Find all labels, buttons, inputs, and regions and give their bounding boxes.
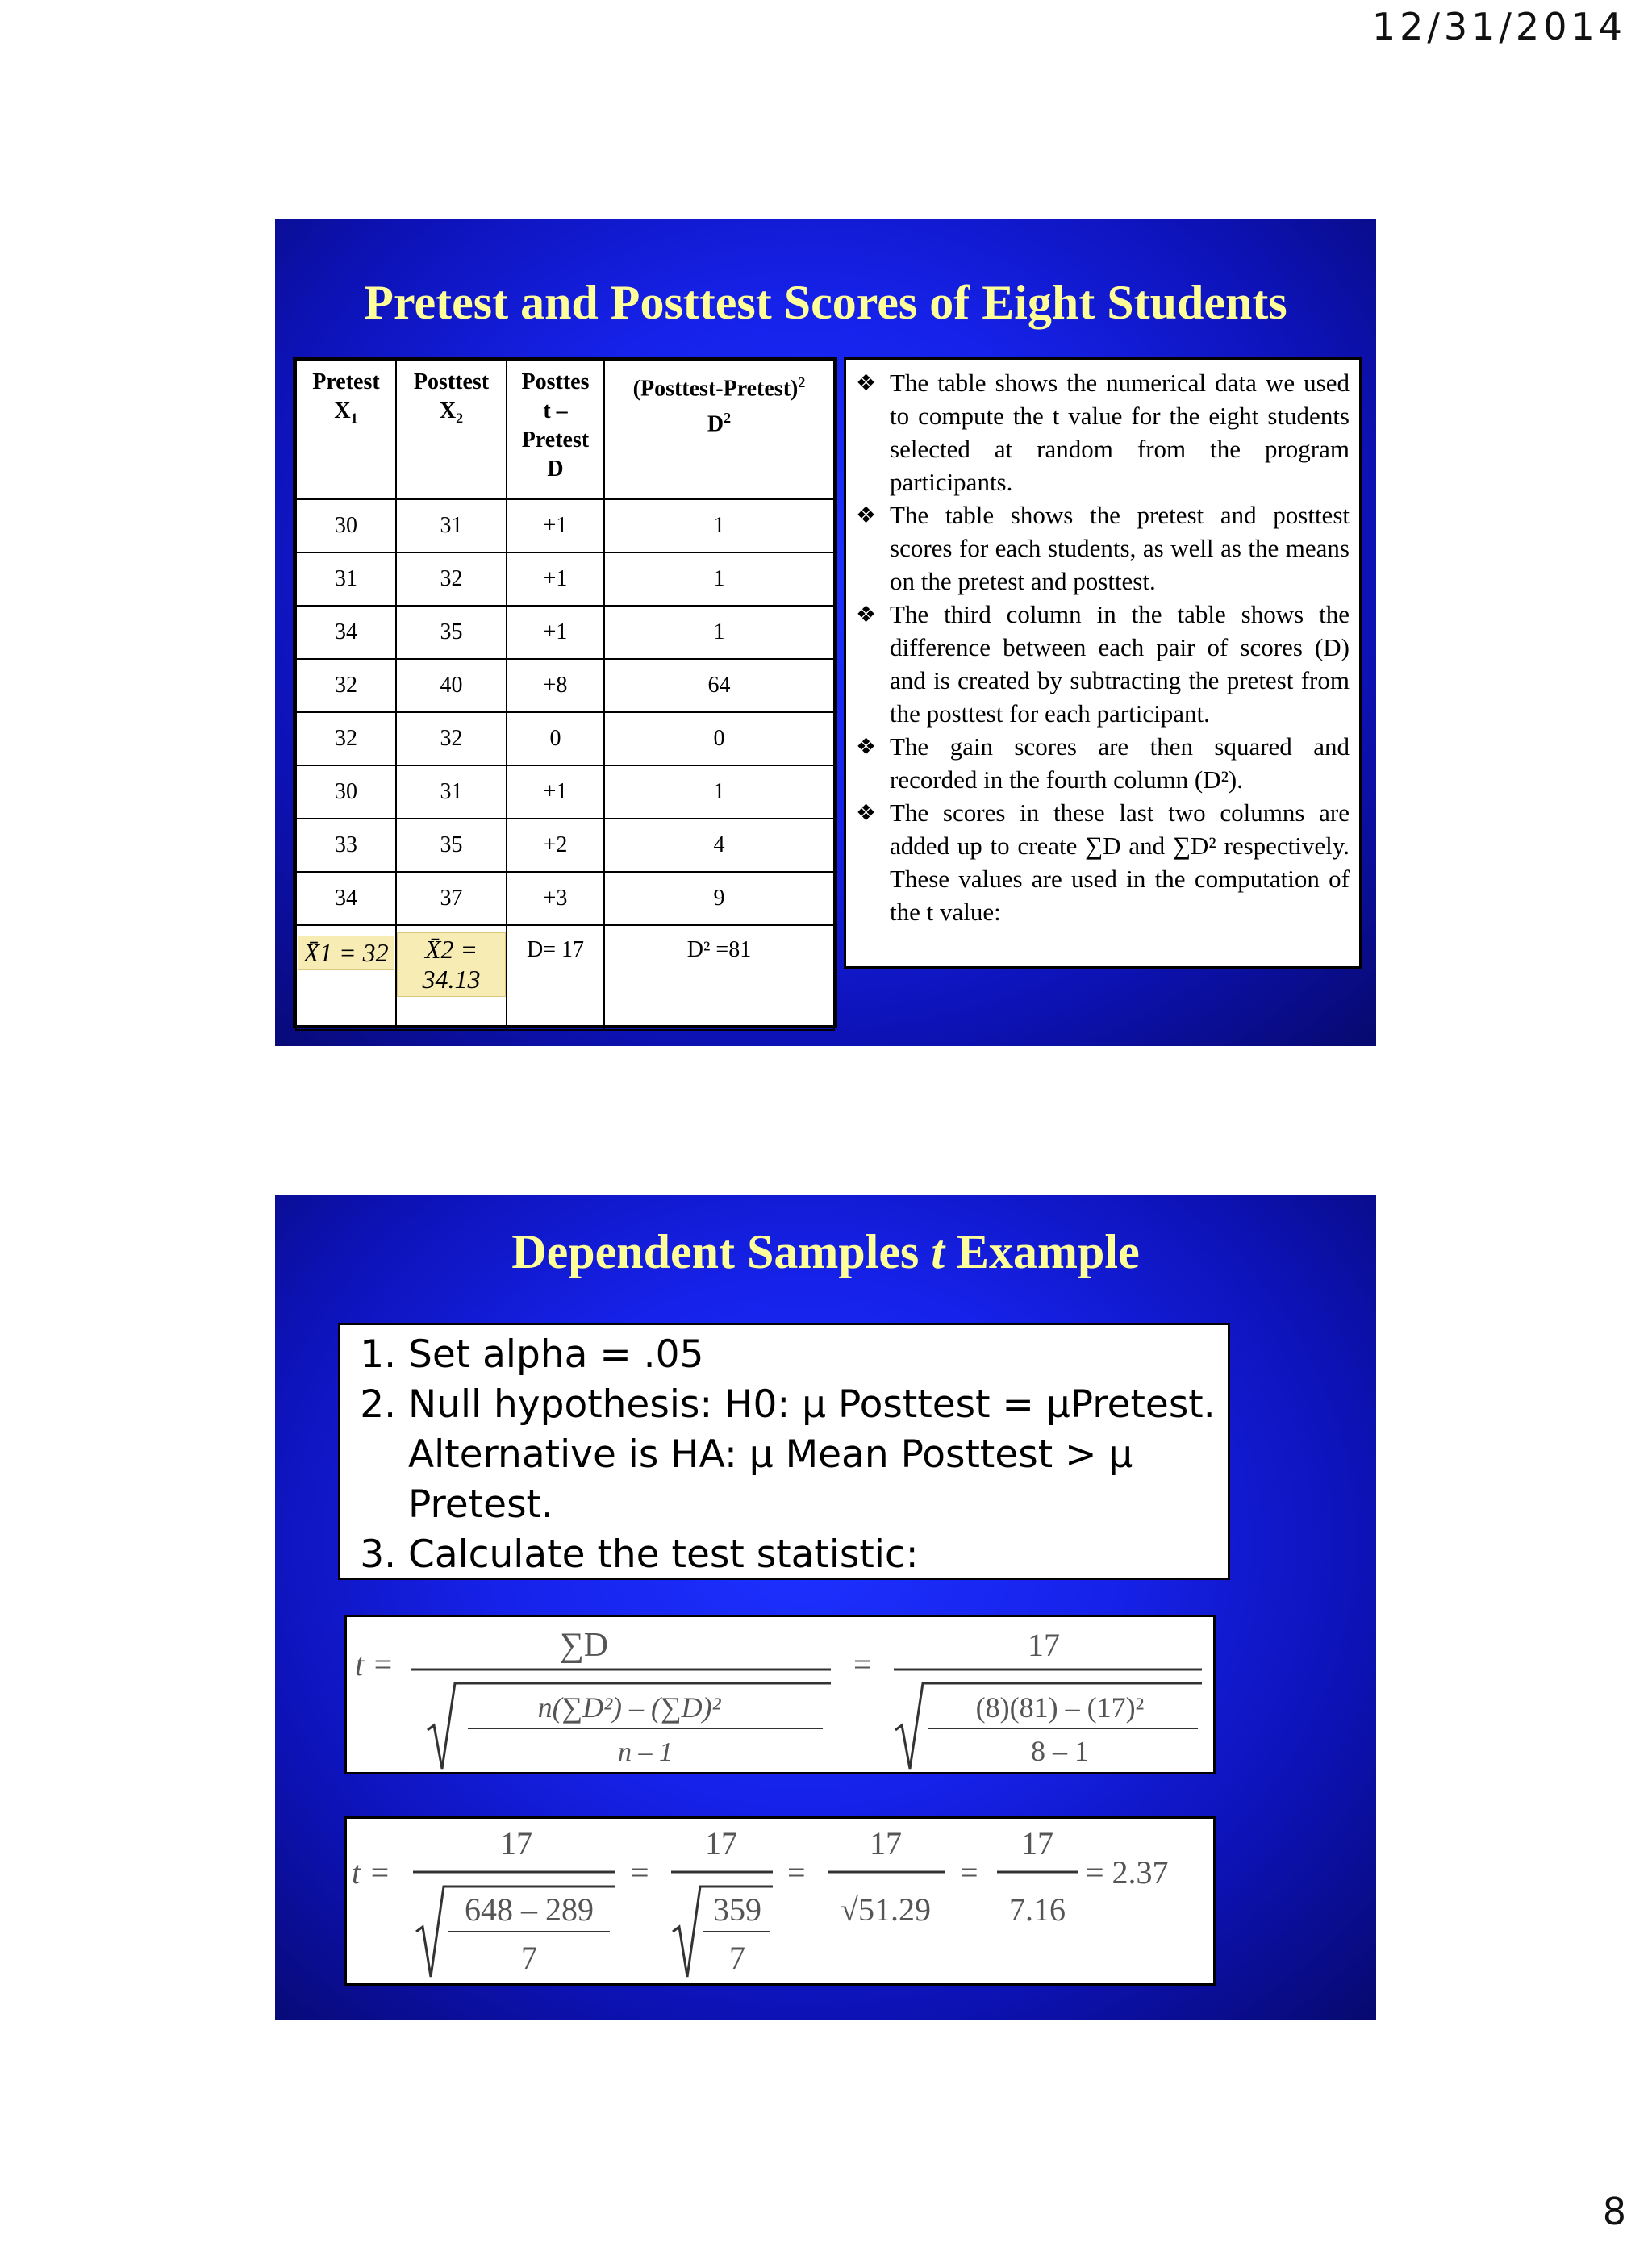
term4-num: 17 [1021, 1825, 1053, 1862]
table-cell: 31 [396, 499, 507, 552]
table-cell: 64 [604, 659, 834, 712]
equals-sign: = [853, 1646, 872, 1682]
header-posttest: Posttest $X_2$ [396, 361, 507, 499]
slide2-title: Dependent Samples t Example [511, 1225, 1140, 1278]
term3-num: 17 [870, 1825, 902, 1862]
sum-d-numerator: ∑D [559, 1627, 609, 1664]
equals-sign: = [787, 1854, 806, 1891]
term1-den-bottom: 7 [521, 1940, 537, 1976]
table-row [296, 499, 834, 552]
table-cell: +1 [507, 606, 604, 659]
formula-computation [344, 1816, 1216, 1986]
pretest-mean: X̄1 = 32 [296, 925, 396, 1030]
t-symbol: t = [352, 1854, 391, 1891]
bullet-item: ❖ The third column in the table shows the difference between each pair of scores (D) and is created by subtracting the pretest from the posttest for each participant. [856, 598, 1350, 730]
term2-den-top: 359 [713, 1891, 761, 1928]
table-cell: 32 [296, 659, 396, 712]
table-cell: 1 [604, 552, 834, 606]
table-row [296, 712, 834, 765]
step-item: 1. Set alpha = .05 [408, 1330, 1216, 1380]
table-cell: +1 [507, 765, 604, 819]
table-cell: 34 [296, 606, 396, 659]
term2-den-bottom: 7 [729, 1940, 745, 1976]
bullet-item: ❖ The scores in these last two columns are added up to create ∑D and ∑D² respectively. These values are used in the computation of the t value: [856, 796, 1350, 928]
d-sum: D= 17 [507, 925, 604, 1030]
sym-den-top: n(∑D²) – (∑D)² [537, 1691, 721, 1724]
table-cell: +2 [507, 819, 604, 872]
table-cell: 32 [296, 712, 396, 765]
explanation-box [844, 357, 1362, 969]
step-item: 3. Calculate the test statistic: [408, 1530, 1216, 1580]
num-value: 17 [1028, 1627, 1060, 1663]
table-cell: 35 [396, 606, 507, 659]
table-cell: 1 [604, 606, 834, 659]
header-difference-squared: (Posttest-Pretest)$^2$ $D^2$ [604, 361, 834, 499]
slide-dependent-t [275, 1195, 1376, 2020]
d2-sum: D² =81 [604, 925, 834, 1030]
val-den-bottom: 8 – 1 [1031, 1735, 1089, 1767]
formula-general [344, 1615, 1216, 1774]
table-cell: 34 [296, 872, 396, 925]
table-cell: +1 [507, 499, 604, 552]
table-cell: +3 [507, 872, 604, 925]
diamond-bullet-icon: ❖ [856, 733, 877, 760]
term1-num: 17 [500, 1825, 532, 1862]
posttest-mean: X̄2 = 34.13 [396, 925, 507, 1030]
bullet-item: ❖ The table shows the numerical data we used to compute the t value for the eight students selected at random from the program participants. [856, 366, 1350, 498]
table-cell: 1 [604, 499, 834, 552]
table-cell: 35 [396, 819, 507, 872]
table-cell: 37 [396, 872, 507, 925]
term2-num: 17 [705, 1825, 737, 1862]
table-row [296, 819, 834, 872]
table-cell: 33 [296, 819, 396, 872]
table-row [296, 659, 834, 712]
val-den-top: (8)(81) – (17)² [975, 1691, 1145, 1724]
table-row [296, 872, 834, 925]
table-cell: 9 [604, 872, 834, 925]
diamond-bullet-icon: ❖ [856, 601, 877, 627]
diamond-bullet-icon: ❖ [856, 369, 877, 396]
table-cell: 1 [604, 765, 834, 819]
slide1-title: Pretest and Posttest Scores of Eight Students [364, 276, 1287, 329]
diamond-bullet-icon: ❖ [856, 799, 877, 826]
table-cell: +8 [507, 659, 604, 712]
bullet-item: ❖ The gain scores are then squared and recorded in the fourth column (D²). [856, 730, 1350, 796]
table-cell: 0 [507, 712, 604, 765]
table-cell: 31 [296, 552, 396, 606]
table-row [296, 606, 834, 659]
equals-sign: = [960, 1854, 978, 1891]
table-cell: 40 [396, 659, 507, 712]
term1-den-top: 648 – 289 [465, 1891, 594, 1928]
term4-den: 7.16 [1009, 1891, 1066, 1928]
page-number: 8 [1602, 2190, 1626, 2233]
table-cell: 4 [604, 819, 834, 872]
t-result: = 2.37 [1086, 1854, 1169, 1891]
table-row [296, 552, 834, 606]
term3-den: √51.29 [841, 1891, 931, 1928]
table-cell: 31 [396, 765, 507, 819]
equals-sign: = [631, 1854, 649, 1891]
sym-den-bottom: n – 1 [618, 1737, 673, 1767]
steps-box [338, 1323, 1230, 1580]
table-cell: 30 [296, 499, 396, 552]
table-row [296, 765, 834, 819]
slide-date: 12/31/2014 [1371, 5, 1626, 48]
table-cell: +1 [507, 552, 604, 606]
table-cell: 32 [396, 552, 507, 606]
table-cell: 0 [604, 712, 834, 765]
table-cell: 32 [396, 712, 507, 765]
bullet-item: ❖ The table shows the pretest and posttest scores for each students, as well as the means on the pretest and posttest. [856, 498, 1350, 598]
diamond-bullet-icon: ❖ [856, 502, 877, 528]
scores-table [293, 357, 837, 1028]
step-item: 2. Null hypothesis: H0: μ Posttest = μPretest. Alternative is HA: μ Mean Posttest > μ Pretest. [408, 1380, 1216, 1530]
t-symbol: t = [355, 1646, 394, 1682]
header-difference: Posttes t – Pretest D [507, 361, 604, 499]
slide-pretest-posttest [275, 219, 1376, 1046]
header-pretest: Pretest $X_1$ [296, 361, 396, 499]
table-cell: 30 [296, 765, 396, 819]
